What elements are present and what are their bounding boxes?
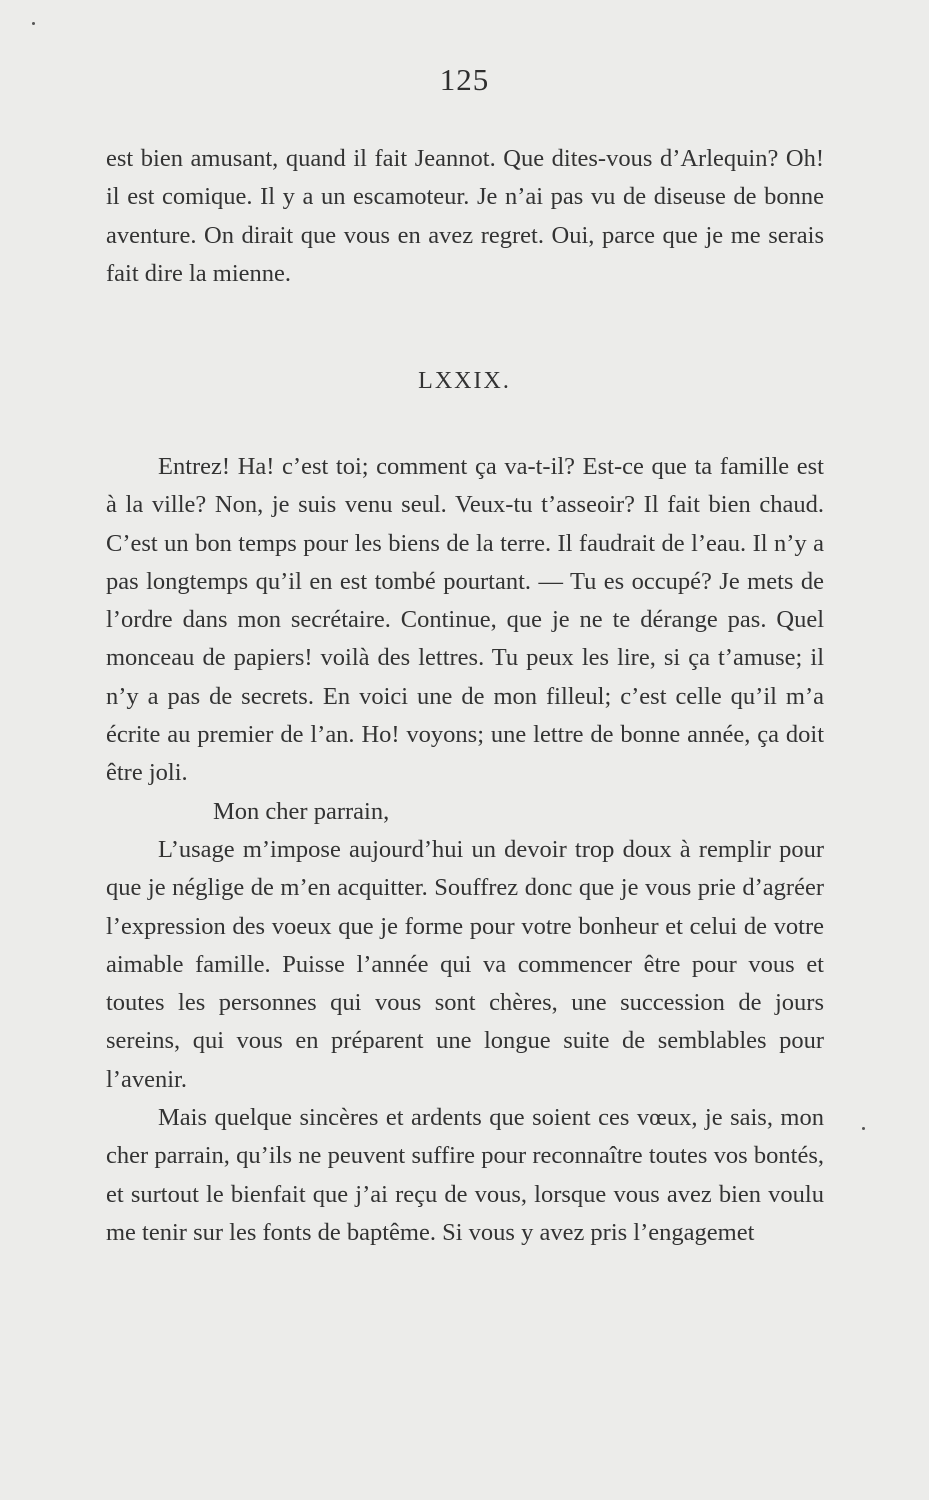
page-number: 125: [439, 62, 490, 97]
main-text-block: [106, 448, 824, 1252]
letter-salutation: Mon cher parrain,: [213, 797, 390, 825]
letter-paragraph-1: L’usage m’impose aujourd’hui un devoir trop doux à remplir pour que je néglige de m’en acquitter. Souffrez donc que je vous prie d’agréer l’expression des voeux que je forme pour votre bonheur et celui de votre aimable famille. Puisse l’année qui va commencer être pour vous et toutes les personnes qui vous sont chères, une succession de jours sereins, qui vous en préparent une longue suite de semblables pour l’avenir.: [106, 835, 824, 1093]
intro-paragraph: est bien amusant, quand il fait Jeannot. Que dites-vous d’Arlequin? Oh! il est comique. Il y a un escamoteur. Je n’ai pas vu de diseuse de bonne aventure. On dirait que vous en avez regret. Oui, parce que je me serais fait dire la mienne.: [106, 145, 824, 287]
scan-speck: [32, 22, 35, 25]
scan-speck: [862, 1127, 865, 1130]
section-heading: LXXIX.: [418, 368, 511, 394]
intro-text-block: [106, 140, 824, 293]
dialogue-paragraph: Entrez! Ha! c’est toi; comment ça va-t-il? Est-ce que ta famille est à la ville? Non, je suis venu seul. Veux-tu t’asseoir? Il fait bien chaud. C’est un bon temps pour les biens de la terre. Il faudrait de l’eau. Il n’y a pas longtemps qu’il en est tombé pourtant. — Tu es occupé? Je mets de l’ordre dans mon secrétaire. Continue, que je ne te dérange pas. Quel monceau de papiers! voilà des lettres. Tu peux les lire, si ça t’amuse; il n’y a pas de secrets. En voici une de mon filleul; c’est celle qu’il m’a écrite au premier de l’an. Ho! voyons; une lettre de bonne année, ça doit être joli.: [106, 453, 824, 787]
letter-paragraph-2: Mais quelque sincères et ardents que soient ces vœux, je sais, mon cher parrain, qu’ils ne peuvent suffire pour reconnaître toutes vos bontés, et surtout le bienfait que j’ai reçu de vous, lorsque vous avez bien voulu me tenir sur les fonts de baptême. Si vous y avez pris l’engagemet: [106, 1104, 824, 1246]
